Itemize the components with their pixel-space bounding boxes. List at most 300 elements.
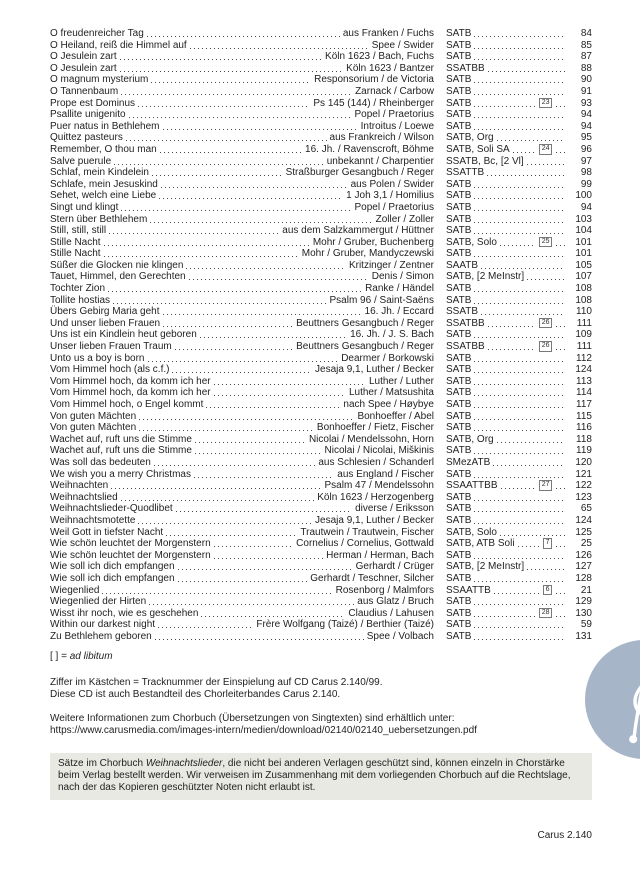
catalog-number: Carus 2.140 xyxy=(537,830,592,842)
toc-scoring: SATB xyxy=(446,596,472,608)
toc-page-number: 117 xyxy=(576,399,592,410)
toc-title: Vom Himmel hoch (als c.f.) xyxy=(50,364,170,376)
toc-source-composer: Bonhoeffer / Fietz, Fischer xyxy=(316,422,434,434)
toc-row-left xyxy=(50,260,434,272)
toc-page-number: 94 xyxy=(580,109,592,121)
dotted-leader xyxy=(474,399,565,411)
toc-row-left xyxy=(50,364,434,376)
toc-page-number: 112 xyxy=(576,352,592,364)
dotted-leader xyxy=(102,585,332,597)
dotted-leader xyxy=(474,295,565,307)
toc-row-left xyxy=(50,608,434,620)
toc-scoring: SSATBB xyxy=(446,317,485,329)
toc-source-composer: Trautwein / Trautwein, Fischer xyxy=(300,526,434,538)
toc-row-right xyxy=(446,457,592,469)
dotted-leader xyxy=(104,248,299,260)
toc-title: Wie soll ich dich empfangen xyxy=(50,572,175,584)
toc-row xyxy=(50,527,592,539)
toc-row xyxy=(50,596,592,608)
toc-title: Und unser lieben Frauen xyxy=(50,317,161,329)
info-line: Weitere Informationen zum Chorbuch (Übersetzungen von Singtexten) sind erhältlich unter: xyxy=(50,713,455,725)
toc-row-left xyxy=(50,434,434,446)
toc-page-number: 84 xyxy=(580,28,592,39)
toc-title: Uns ist ein Kindlein heut geboren xyxy=(50,329,197,341)
dotted-leader xyxy=(474,619,565,631)
dotted-leader xyxy=(206,399,340,411)
dotted-leader xyxy=(113,295,326,307)
dotted-leader xyxy=(195,434,306,446)
dotted-leader xyxy=(186,260,346,272)
dotted-leader xyxy=(114,156,324,168)
toc-source-composer: nach Spee / Høybye xyxy=(343,399,434,410)
toc-row-right xyxy=(446,515,592,527)
dotted-leader xyxy=(474,98,535,110)
toc-row xyxy=(50,364,592,376)
toc-row xyxy=(50,121,592,133)
ad-libitum-legend xyxy=(50,651,592,663)
toc-row-right xyxy=(446,306,592,318)
toc-source-composer: Spee / Volbach xyxy=(366,630,434,642)
toc-title: Schlaf, mein Kindelein xyxy=(50,167,149,179)
cd-notes xyxy=(50,677,592,700)
toc-title: O Tannenbaum xyxy=(50,85,119,97)
toc-source-composer: Rosenborg / Malmfors xyxy=(335,584,434,596)
toc-scoring: SATB xyxy=(446,503,472,515)
dotted-leader xyxy=(121,492,315,504)
toc-row xyxy=(50,608,592,620)
toc-row-left xyxy=(50,63,434,75)
dotted-leader xyxy=(556,98,565,110)
toc-scoring: SATB, Solo xyxy=(446,236,497,248)
toc-row-right xyxy=(446,503,592,515)
toc-scoring: SMezATB xyxy=(446,456,491,468)
toc-row xyxy=(50,214,592,226)
dotted-leader xyxy=(527,561,565,573)
toc-row-left xyxy=(50,306,434,318)
dotted-leader xyxy=(488,63,565,75)
toc-row xyxy=(50,86,592,98)
toc-page-number: 124 xyxy=(575,364,592,376)
dotted-leader xyxy=(494,585,539,597)
dotted-leader xyxy=(194,469,334,481)
dotted-leader xyxy=(175,341,293,353)
toc-title: Weihnachten xyxy=(50,480,109,492)
toc-title: Weihnachtsmotette xyxy=(50,514,136,526)
toc-source-composer: aus Glatz / Bruch xyxy=(357,596,434,608)
toc-row-left xyxy=(50,399,434,411)
toc-title: Wachet auf, ruft uns die Stimme xyxy=(50,445,192,457)
cd-track-badge: 26 xyxy=(539,318,552,329)
toc-source-composer: aus England / Fischer xyxy=(337,468,434,480)
dotted-leader xyxy=(163,318,293,330)
toc-row xyxy=(50,457,592,469)
dotted-leader xyxy=(474,631,565,643)
toc-row-right xyxy=(446,74,592,86)
dotted-leader xyxy=(176,503,352,515)
toc-row xyxy=(50,329,592,341)
toc-scoring: SATB xyxy=(446,364,472,376)
treble-clef-icon xyxy=(612,644,640,756)
toc-title: Tauet, Himmel, den Gerechten xyxy=(50,271,186,283)
dotted-leader xyxy=(527,271,565,283)
toc-scoring: SATB xyxy=(446,549,472,561)
toc-row xyxy=(50,51,592,63)
toc-title: Still, still, still xyxy=(50,225,107,237)
dotted-leader xyxy=(189,271,369,283)
toc-scoring: SATB xyxy=(446,190,472,202)
cd-track-badge: 28 xyxy=(539,608,552,619)
toc-row-right xyxy=(446,445,592,457)
toc-page-number: 101 xyxy=(575,236,592,248)
toc-row-right xyxy=(446,283,592,295)
toc-row-right xyxy=(446,376,592,388)
ad-libitum-symbol: [ ] = xyxy=(50,651,70,663)
dotted-leader xyxy=(481,260,565,272)
toc-scoring: SATB xyxy=(446,213,472,225)
toc-row-right xyxy=(446,156,592,168)
toc-scoring: SATB xyxy=(446,201,472,213)
dotted-leader xyxy=(474,214,565,226)
dotted-leader xyxy=(104,237,310,249)
dotted-leader xyxy=(120,63,343,75)
toc-scoring: SATB xyxy=(446,109,472,121)
toc-row xyxy=(50,353,592,365)
toc-row-left xyxy=(50,573,434,585)
toc-source-composer: Köln 1623 / Bantzer xyxy=(346,62,434,74)
toc-row xyxy=(50,63,592,75)
toc-row-right xyxy=(446,619,592,631)
toc-row-right xyxy=(446,132,592,144)
dotted-leader xyxy=(474,40,565,52)
toc-title: O Jesulein zart xyxy=(50,51,117,63)
dotted-leader xyxy=(556,480,565,492)
toc-row-right xyxy=(446,573,592,585)
dotted-leader xyxy=(474,422,565,434)
toc-scoring: SSATBB xyxy=(446,341,485,353)
dotted-leader xyxy=(474,121,565,133)
toc-scoring: SSATB xyxy=(446,306,479,318)
toc-page-number: 85 xyxy=(580,39,592,51)
toc-scoring: SATB, ATB Soli xyxy=(446,538,515,550)
toc-row-left xyxy=(50,550,434,562)
toc-source-composer: Ranke / Händel xyxy=(365,283,434,295)
toc-source-composer: Responsorium / de Victoria xyxy=(314,74,434,86)
toc-row-left xyxy=(50,109,434,121)
toc-row-left xyxy=(50,538,434,550)
toc-row-left xyxy=(50,86,434,98)
toc-page-number: 125 xyxy=(575,526,592,538)
toc-scoring: SATB xyxy=(446,468,472,480)
dotted-leader xyxy=(474,515,565,527)
dotted-leader xyxy=(150,214,372,226)
toc-source-composer: Zarnack / Carbow xyxy=(355,85,434,97)
toc-row-left xyxy=(50,295,434,307)
toc-title: Tollite hostias xyxy=(50,294,111,306)
toc-row xyxy=(50,318,592,330)
toc-source-composer: Luther / Matsushita xyxy=(348,387,434,399)
toc-title: Wachet auf, ruft uns die Stimme xyxy=(50,433,192,445)
toc-row xyxy=(50,40,592,52)
dotted-leader xyxy=(474,86,565,98)
toc-page-number: 65 xyxy=(580,503,592,515)
toc-scoring: SATB xyxy=(446,619,472,631)
toc-row-left xyxy=(50,445,434,457)
toc-row-left xyxy=(50,179,434,191)
toc-page-number: 114 xyxy=(576,387,592,399)
toc-page-number: 101 xyxy=(575,248,592,260)
toc-source-composer: Psalm 47 / Mendelssohn xyxy=(324,480,434,492)
dotted-leader xyxy=(214,550,324,562)
dotted-leader xyxy=(501,480,536,492)
toc-row-right xyxy=(446,527,592,539)
toc-title: O magnum mysterium xyxy=(50,74,149,86)
toc-row xyxy=(50,561,592,573)
toc-scoring: SATB xyxy=(446,225,472,237)
toc-title: Weihnachtslied xyxy=(50,491,118,503)
toc-row-left xyxy=(50,631,434,643)
toc-title: Von guten Mächten xyxy=(50,410,137,422)
dotted-leader xyxy=(474,376,565,388)
toc-page-number: 128 xyxy=(575,572,592,584)
toc-row-right xyxy=(446,608,592,620)
dotted-leader xyxy=(178,573,308,585)
toc-scoring: SATB, [2 MeInstr] xyxy=(446,271,525,283)
toc-page-number: 98 xyxy=(580,167,592,179)
toc-page-number: 25 xyxy=(580,538,592,550)
dotted-leader xyxy=(474,573,565,585)
toc-title: Unto us a boy is born xyxy=(50,352,145,364)
toc-title: Weil Gott in tiefster Nacht xyxy=(50,526,164,538)
toc-row xyxy=(50,422,592,434)
toc-title: Stille Nacht xyxy=(50,248,101,260)
dotted-leader xyxy=(474,109,565,121)
toc-source-composer: Herman / Herman, Bach xyxy=(326,549,434,561)
cd-track-badge: 6 xyxy=(543,585,552,596)
toc-page-number: 111 xyxy=(576,317,592,329)
toc-scoring: SAATB xyxy=(446,259,479,271)
toc-scoring: SATB xyxy=(446,178,472,190)
toc-source-composer: aus dem Salzkammergut / Hüttner xyxy=(282,225,434,237)
toc-row-left xyxy=(50,28,434,40)
toc-row-left xyxy=(50,353,434,365)
toc-title: Remember, O thou man xyxy=(50,143,157,155)
toc-page-number: 104 xyxy=(575,225,592,237)
dotted-leader xyxy=(139,411,354,423)
dotted-leader xyxy=(200,329,347,341)
toc-title: Weihnachtslieder-Quodlibet xyxy=(50,503,173,515)
toc-row-right xyxy=(446,561,592,573)
dotted-leader xyxy=(474,202,565,214)
toc-source-composer: Gerhardt / Crüger xyxy=(355,561,434,573)
toc-row-right xyxy=(446,86,592,98)
toc-title: Vom Himmel hoch, da komm ich her xyxy=(50,387,211,399)
toc-row-left xyxy=(50,248,434,260)
dotted-leader xyxy=(474,387,565,399)
dotted-leader xyxy=(556,608,565,620)
toc-title: O Heiland, reiß die Himmel auf xyxy=(50,39,187,51)
toc-row-right xyxy=(446,353,592,365)
dotted-leader xyxy=(121,202,351,214)
toc-page-number: 88 xyxy=(580,62,592,74)
toc-row-left xyxy=(50,318,434,330)
toc-row xyxy=(50,28,592,40)
dotted-leader xyxy=(158,619,253,631)
dotted-leader xyxy=(214,538,294,550)
toc-row-right xyxy=(446,271,592,283)
toc-source-composer: Ps 145 (144) / Rheinberger xyxy=(313,97,434,109)
toc-page-number: 94 xyxy=(580,201,592,213)
toc-row-right xyxy=(446,596,592,608)
toc-row-right xyxy=(446,550,592,562)
toc-source-composer: Popel / Praetorius xyxy=(354,201,434,213)
toc-row-left xyxy=(50,51,434,63)
toc-scoring: SSAATTB xyxy=(446,584,491,596)
ad-libitum-text: ad libitum xyxy=(69,651,113,663)
dotted-leader xyxy=(139,422,314,434)
toc-page-number: 109 xyxy=(575,329,592,341)
dotted-leader xyxy=(149,596,354,608)
dotted-leader xyxy=(556,318,565,330)
toc-title: Tochter Zion xyxy=(50,283,106,295)
dotted-leader xyxy=(500,527,565,539)
dotted-leader xyxy=(481,306,565,318)
toc-source-composer: Spee / Swider xyxy=(371,39,434,51)
dotted-leader xyxy=(474,28,565,40)
toc-row-left xyxy=(50,190,434,202)
toc-page-number: 120 xyxy=(575,456,592,468)
toc-title: Salve puerule xyxy=(50,155,112,167)
toc-page-number: 108 xyxy=(575,294,592,306)
toc-row-right xyxy=(446,40,592,52)
toc-row xyxy=(50,376,592,388)
toc-source-composer: Frère Wolfgang (Taizé) / Berthier (Taizé) xyxy=(256,619,434,631)
toc-scoring: SATB xyxy=(446,294,472,306)
toc-row-left xyxy=(50,527,434,539)
toc-source-composer: Mohr / Gruber, Buchenberg xyxy=(312,236,434,248)
toc-page-number: 124 xyxy=(575,514,592,526)
dotted-leader xyxy=(159,190,343,202)
cd-note-line-1: Ziffer im Kästchen = Tracknummer der Einspielung auf CD Carus 2.140/99. xyxy=(50,677,383,689)
toc-row xyxy=(50,387,592,399)
dotted-leader xyxy=(152,167,283,179)
toc-page-number: 21 xyxy=(580,584,592,596)
toc-source-composer: Zoller / Zoller xyxy=(375,213,434,225)
copyright-text-pre: Sätze im Chorbuch xyxy=(58,758,146,770)
toc-row-left xyxy=(50,422,434,434)
copyright-notice-panel xyxy=(50,753,592,800)
toc-row-left xyxy=(50,469,434,481)
toc-row xyxy=(50,248,592,260)
toc-page-number: 127 xyxy=(575,561,592,573)
dotted-leader xyxy=(474,503,565,515)
toc-row xyxy=(50,295,592,307)
toc-scoring: SATB xyxy=(446,387,472,399)
toc-source-composer: Psalm 96 / Saint-Saëns xyxy=(329,294,434,306)
toc-source-composer: 16. Jh. / Ravenscroft, Böhme xyxy=(305,143,434,155)
toc-row-right xyxy=(446,585,592,597)
copyright-text-post: , die nicht bei anderen Verlagen geschützt sind, können einzeln in Chorstärke beim Verlag bestellt werden. Wir verweisen im Zusammenhang mit dem vorliegenden Chorbuch auf die Rechtslage, nach der das Kopieren geschützter Noten nicht erlaubt ist. xyxy=(58,758,571,794)
dotted-leader xyxy=(527,156,565,168)
toc-page-number: 121 xyxy=(575,468,592,480)
toc-page-number: 113 xyxy=(576,375,592,387)
toc-page-number: 110 xyxy=(576,306,592,318)
toc-scoring: SATB xyxy=(446,607,472,619)
toc-row-left xyxy=(50,132,434,144)
dotted-leader xyxy=(488,318,535,330)
toc-page-number: 94 xyxy=(580,120,592,132)
toc-scoring: SSATBB xyxy=(446,62,485,74)
cd-track-badge: 7 xyxy=(543,538,552,549)
cd-track-badge: 23 xyxy=(539,98,552,109)
toc-source-composer: Nicolai / Mendelssohn, Horn xyxy=(308,433,434,445)
info-url[interactable]: https://www.carusmedia.com/images-intern/medien/download/02140/02140_uebersetzungen.pdf xyxy=(50,724,477,736)
toc-row xyxy=(50,341,592,353)
toc-row-left xyxy=(50,585,434,597)
toc-list xyxy=(50,28,592,642)
toc-row-left xyxy=(50,98,434,110)
dotted-leader xyxy=(474,353,565,365)
cd-track-badge: 24 xyxy=(539,144,552,155)
toc-title: Unser lieben Frauen Traum xyxy=(50,341,172,353)
toc-scoring: SATB xyxy=(446,422,472,434)
toc-scoring: SSAATTBB xyxy=(446,480,498,492)
toc-row-right xyxy=(446,631,592,643)
toc-page-number: 105 xyxy=(575,259,592,271)
toc-row xyxy=(50,271,592,283)
toc-title: Wie schön leuchtet der Morgenstern xyxy=(50,538,211,550)
dotted-leader xyxy=(195,445,322,457)
toc-source-composer: 1 Joh 3,1 / Homilius xyxy=(346,190,434,202)
toc-page-number: 100 xyxy=(575,190,592,202)
cd-track-badge: 26 xyxy=(539,341,552,352)
toc-title: Von guten Mächten xyxy=(50,422,137,434)
toc-row xyxy=(50,132,592,144)
toc-scoring: SATB xyxy=(446,120,472,132)
toc-page-number: 91 xyxy=(580,85,592,97)
toc-row-right xyxy=(446,492,592,504)
toc-row-left xyxy=(50,121,434,133)
toc-row-left xyxy=(50,156,434,168)
toc-source-composer: Denis / Simon xyxy=(371,271,434,283)
toc-scoring: SATB xyxy=(446,630,472,642)
toc-row-right xyxy=(446,190,592,202)
dotted-leader xyxy=(147,28,340,40)
toc-page-number: 87 xyxy=(580,51,592,63)
toc-scoring: SATB, Solo xyxy=(446,526,497,538)
toc-scoring: SATB xyxy=(446,97,472,109)
dotted-leader xyxy=(138,98,310,110)
toc-row xyxy=(50,179,592,191)
toc-row-right xyxy=(446,109,592,121)
toc-row xyxy=(50,515,592,527)
dotted-leader xyxy=(160,144,302,156)
toc-row-left xyxy=(50,411,434,423)
dotted-leader xyxy=(154,457,316,469)
toc-source-composer: Köln 1623 / Bach, Fuchs xyxy=(325,51,434,63)
toc-row-right xyxy=(446,422,592,434)
toc-row-left xyxy=(50,561,434,573)
toc-title: Wiegenlied xyxy=(50,584,100,596)
toc-title: Vom Himmel hoch, o Engel kommt xyxy=(50,399,204,410)
toc-source-composer: Köln 1623 / Herzogenberg xyxy=(317,491,434,503)
dotted-leader xyxy=(201,608,345,620)
toc-row-left xyxy=(50,40,434,52)
toc-row-left xyxy=(50,480,434,492)
toc-source-composer: Beuttners Gesangbuch / Reger xyxy=(296,341,434,353)
dotted-leader xyxy=(111,480,321,492)
dotted-leader xyxy=(497,434,565,446)
toc-source-composer: unbekannt / Charpentier xyxy=(326,155,434,167)
